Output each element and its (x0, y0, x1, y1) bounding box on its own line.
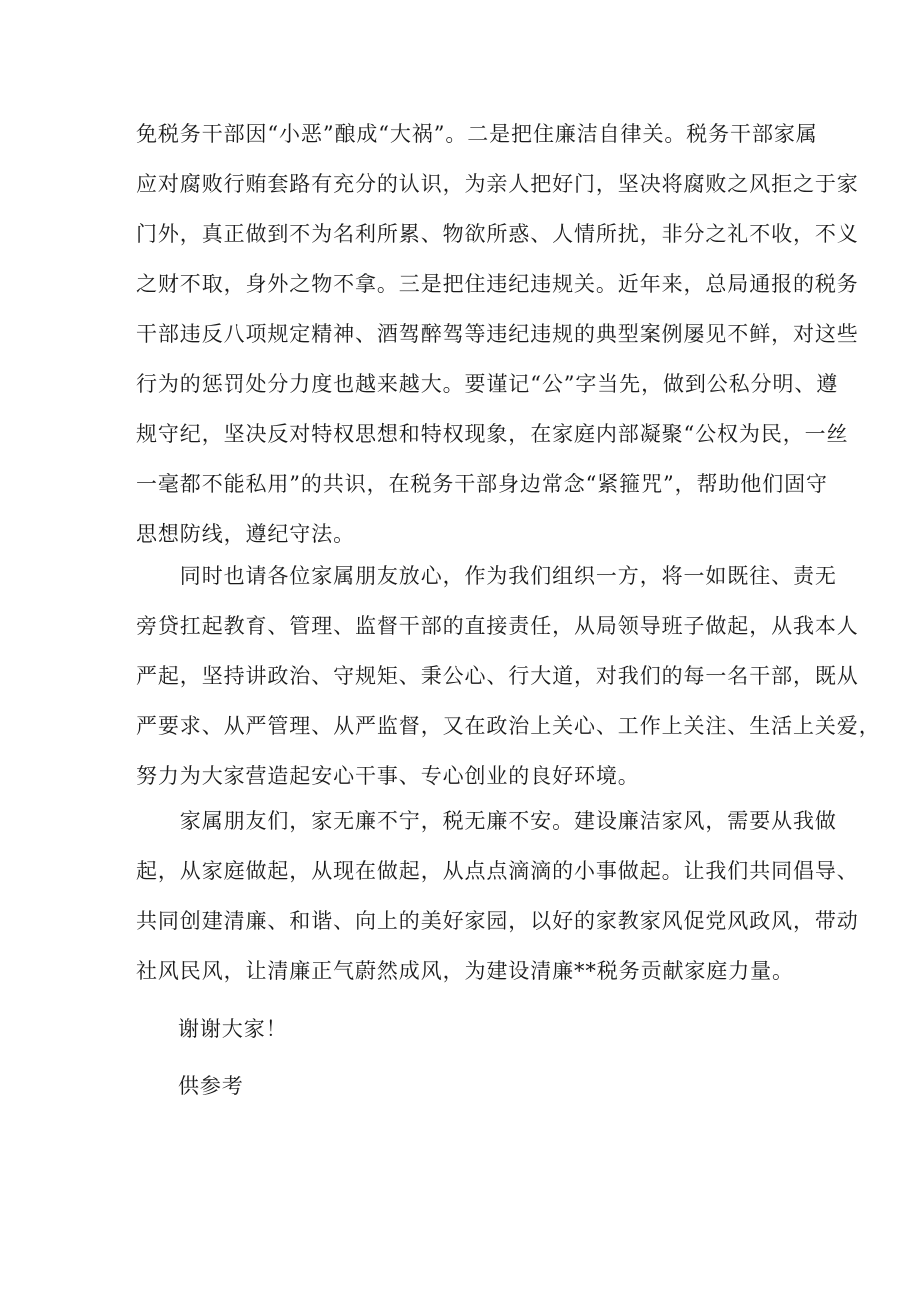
paragraph-line: 门外，真正做到不为名利所累、物欲所惑、人情所扰，非分之礼不收，不义 (136, 222, 859, 246)
paragraph-line: 严要求、从严管理、从严监督，又在政治上关心、工作上关注、生活上关爱， (136, 714, 881, 738)
paragraph-line: 规守纪，坚决反对特权思想和特权现象，在家庭内部凝聚“公权为民，一丝 (136, 422, 849, 446)
paragraph-family-appeal (136, 796, 859, 996)
paragraph-line: 干部违反八项规定精神、酒驾醉驾等违纪违规的典型案例屡见不鲜，对这些 (136, 322, 859, 346)
paragraph-line: 家属朋友们，家无廉不宁，税无廉不安。建设廉洁家风，需要从我做 (136, 809, 837, 833)
reference-note: 供参考 (178, 1074, 244, 1098)
paragraph-organization-commitment (136, 551, 881, 801)
paragraph-line: 共同创建清廉、和谐、向上的美好家园，以好的家教家风促党风政风，带动 (136, 909, 859, 933)
paragraph-line: 免税务干部因“小恶”酿成“大祸”。二是把住廉洁自律关。税务干部家属 (136, 122, 818, 146)
paragraph-line: 应对腐败行贿套路有充分的认识，为亲人把好门，坚决将腐败之风拒之于家 (136, 172, 859, 196)
paragraph-line: 思想防线，遵纪守法。 (136, 522, 355, 546)
closing-thanks: 谢谢大家！ (178, 1017, 288, 1041)
paragraph-line: 严起，坚持讲政治、守规矩、秉公心、行大道，对我们的每一名干部，既从 (136, 664, 859, 688)
paragraph-line: 旁贷扛起教育、管理、监督干部的直接责任，从局领导班子做起，从我本人 (136, 614, 859, 638)
paragraph-line: 起，从家庭做起，从现在做起，从点点滴滴的小事做起。让我们共同倡导、 (136, 859, 859, 883)
paragraph-line: 同时也请各位家属朋友放心，作为我们组织一方，将一如既往、责无 (136, 564, 837, 588)
paragraph-line: 社风民风，让清廉正气蔚然成风，为建设清廉**税务贡献家庭力量。 (136, 959, 794, 983)
paragraph-line: 之财不取，身外之物不拿。三是把住违纪违规关。近年来，总局通报的税务 (136, 272, 859, 296)
paragraph-integrity-checkpoints (136, 109, 859, 559)
paragraph-line: 一毫都不能私用”的共识，在税务干部身边常念“紧箍咒”，帮助他们固守 (136, 472, 828, 496)
paragraph-line: 行为的惩罚处分力度也越来越大。要谨记“公”字当先，做到公私分明、遵 (136, 372, 839, 396)
paragraph-line: 努力为大家营造起安心干事、专心创业的良好环境。 (136, 764, 640, 788)
